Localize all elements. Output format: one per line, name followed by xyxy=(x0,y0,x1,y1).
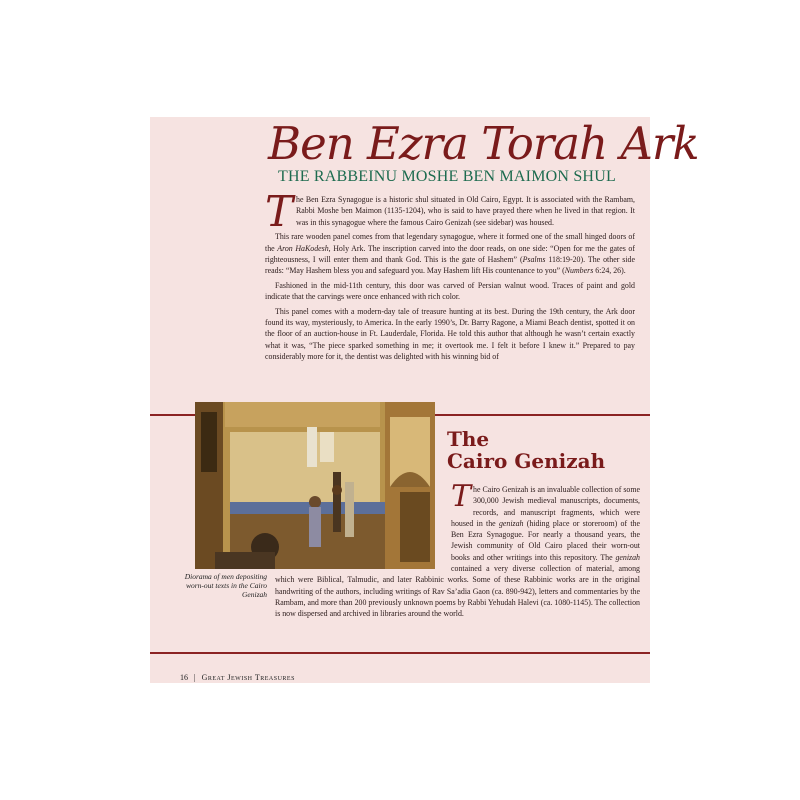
book-title: Great Jewish Treasures xyxy=(201,673,295,682)
footer-separator: | xyxy=(194,673,196,682)
sidebar-drop-cap: T xyxy=(451,479,472,514)
sidebar-article: The Cairo Genizah is an invaluable collection of some 300,000 Jewish medieval manuscripts, documents, records, and manuscript fragments, which were housed in the genizah (hiding place or storeroom) of the Ben Ezra Synagogue. For nearly a thousand years, the Jewish community of Old Cairo placed their worn-out books and other writings into this repository. The genizah contained a very diverse collection of material, among which were Biblical, Talmudic, and later Rabbinic works. Some of these Rabbinic works are in the original handwriting of the authors, including writings of Rav Sa’adia Gaon (ca. 890-942), letters and commentaries by the Rambam, and more than 200 previously unknown poems by Rabbi Yehudah Halevi (ca. 1080-1145). The collection is now dispersed and archived in libraries around the world. xyxy=(275,479,640,619)
photo-wrap-space xyxy=(275,484,451,574)
section-divider-bottom xyxy=(150,652,650,654)
page-title: Ben Ezra Torah Ark xyxy=(268,117,699,170)
page xyxy=(150,117,699,683)
paragraph-2: This rare wooden panel comes from that legendary synagogue, where it formed one of the small hinged doors of the Aron HaKodesh, Holy Ark. The inscription carved into the door reads, on one side: “Open for me the gates of righteousness, I will enter them and thank God. This is the gate of Hashem” (Psalms 118:19-20). The other side reads: “May Hashem bless you and safeguard you. May Hashem lift His countenance to you” (Numbers 6:24, 26). xyxy=(265,232,635,276)
main-article xyxy=(265,187,635,366)
photo-caption: Diorama of men depositing worn-out texts in the Cairo Genizah xyxy=(184,572,267,599)
paragraph-4: This panel comes with a modern-day tale of treasure hunting at its best. During the 19th century, the Ark door found its way, mysteriously, to America. In the early 1990’s, Dr. Barry Ragone, a Miami Beach dentist, spotted it on the floor of an auction-house in Ft. Lauderdale, Florida. He told this author that although he wasn’t certain exactly what it was, “The piece sparked something in me; it overtook me. I felt it before I knew it.” Prepared to pay considerably more for it, the dentist was delighted with his winning bid of xyxy=(265,306,635,362)
paragraph-3: Fashioned in the mid-11th century, this door was carved of Persian walnut wood. Traces of paint and gold indicate that the carvings were once enhanced with rich color. xyxy=(265,280,635,302)
page-footer xyxy=(180,673,295,682)
page-number: 16 xyxy=(180,673,188,682)
paragraph-1: The Ben Ezra Synagogue is a historic shul situated in Old Cairo, Egypt. It is associated with the Rambam, Rabbi Moshe ben Maimon (1135-1204), who is said to have prayed there when he lived in that region. It was in this synagogue where the famous Cairo Genizah (see sidebar) was housed. xyxy=(265,187,635,236)
sidebar-title: The Cairo Genizah xyxy=(447,427,606,473)
drop-cap: T xyxy=(265,187,294,236)
page-subtitle: THE RABBEINU MOSHE BEN MAIMON SHUL xyxy=(278,168,616,185)
